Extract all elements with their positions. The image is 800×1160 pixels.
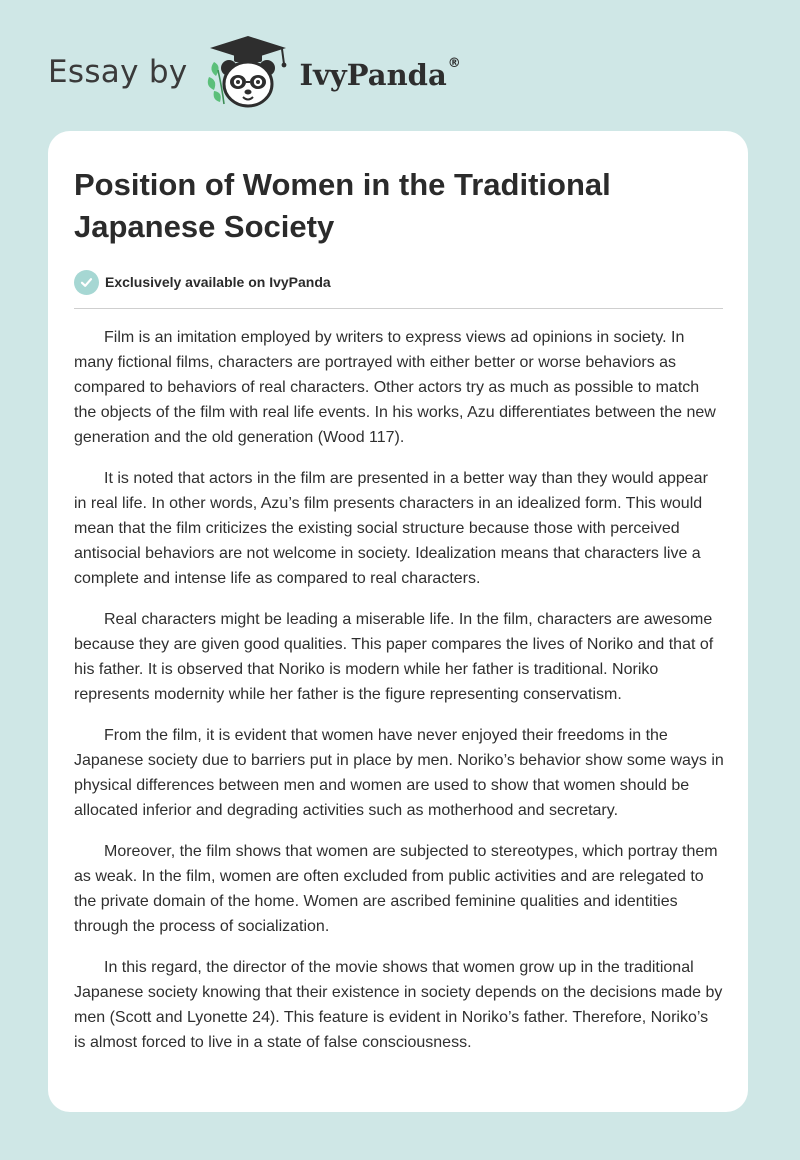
panda-logo-icon[interactable] [202,32,294,112]
exclusive-label: Exclusively available on IvyPanda [105,274,331,290]
essay-card [48,131,748,1112]
site-header [48,32,461,112]
paragraph: It is noted that actors in the film are presented in a better way than they would appear in real life. In other words, Azu’s film presents characters in an idealized form. This would mean that the film criticizes the existing social structure because those with perceived antisocial behaviors are not welcome in society. Idealization means that characters live a complete and intense life as compared to real characters. [74,470,708,587]
paragraph: Moreover, the film shows that women are subjected to stereotypes, which portray them as weak. In the film, women are often excluded from public activities and are relegated to the private domain of the home. Women are ascribed feminine qualities and identities through the process of socialization. [74,843,718,935]
exclusive-badge [74,268,722,296]
brand-name[interactable]: IvyPanda® [299,56,461,92]
check-icon [74,270,99,295]
paragraph: Real characters might be leading a miserable life. In the film, characters are awesome because they are given good qualities. This paper compares the lives of Noriko and that of his father. It is observed that Noriko is modern while her father is traditional. Noriko represents modernity while her father is the figure representing conservatism. [74,611,714,703]
divider [74,308,723,309]
page-title: Position of Women in the Traditional Japanese Society [74,167,611,244]
essay-body [74,325,722,1055]
brand-prefix: Essay by [48,54,188,90]
paragraph: From the film, it is evident that women have never enjoyed their freedoms in the Japanese society due to barriers put in place by men. Noriko’s behavior show some ways in physical differences between men and women are used to show that women should be allocated inferior and degrading activities such as motherhood and secretary. [74,727,724,819]
registered-mark: ® [447,56,461,71]
paragraph: Film is an imitation employed by writers to express views ad opinions in society. In many fictional films, characters are portrayed with either better or worse behaviors as compared to behaviors of real characters. Other actors try as much as possible to match the objects of the film with real life events. In his works, Azu differentiates between the new generation and the old generation (Wood 117). [74,329,716,446]
paragraph: In this regard, the director of the movie shows that women grow up in the traditional Japanese society knowing that their existence in society depends on the decisions made by men (Scott and Lyonette 24). This feature is evident in Noriko’s father. Therefore, Noriko’s is almost forced to live in a state of false consciousness. [74,959,723,1051]
